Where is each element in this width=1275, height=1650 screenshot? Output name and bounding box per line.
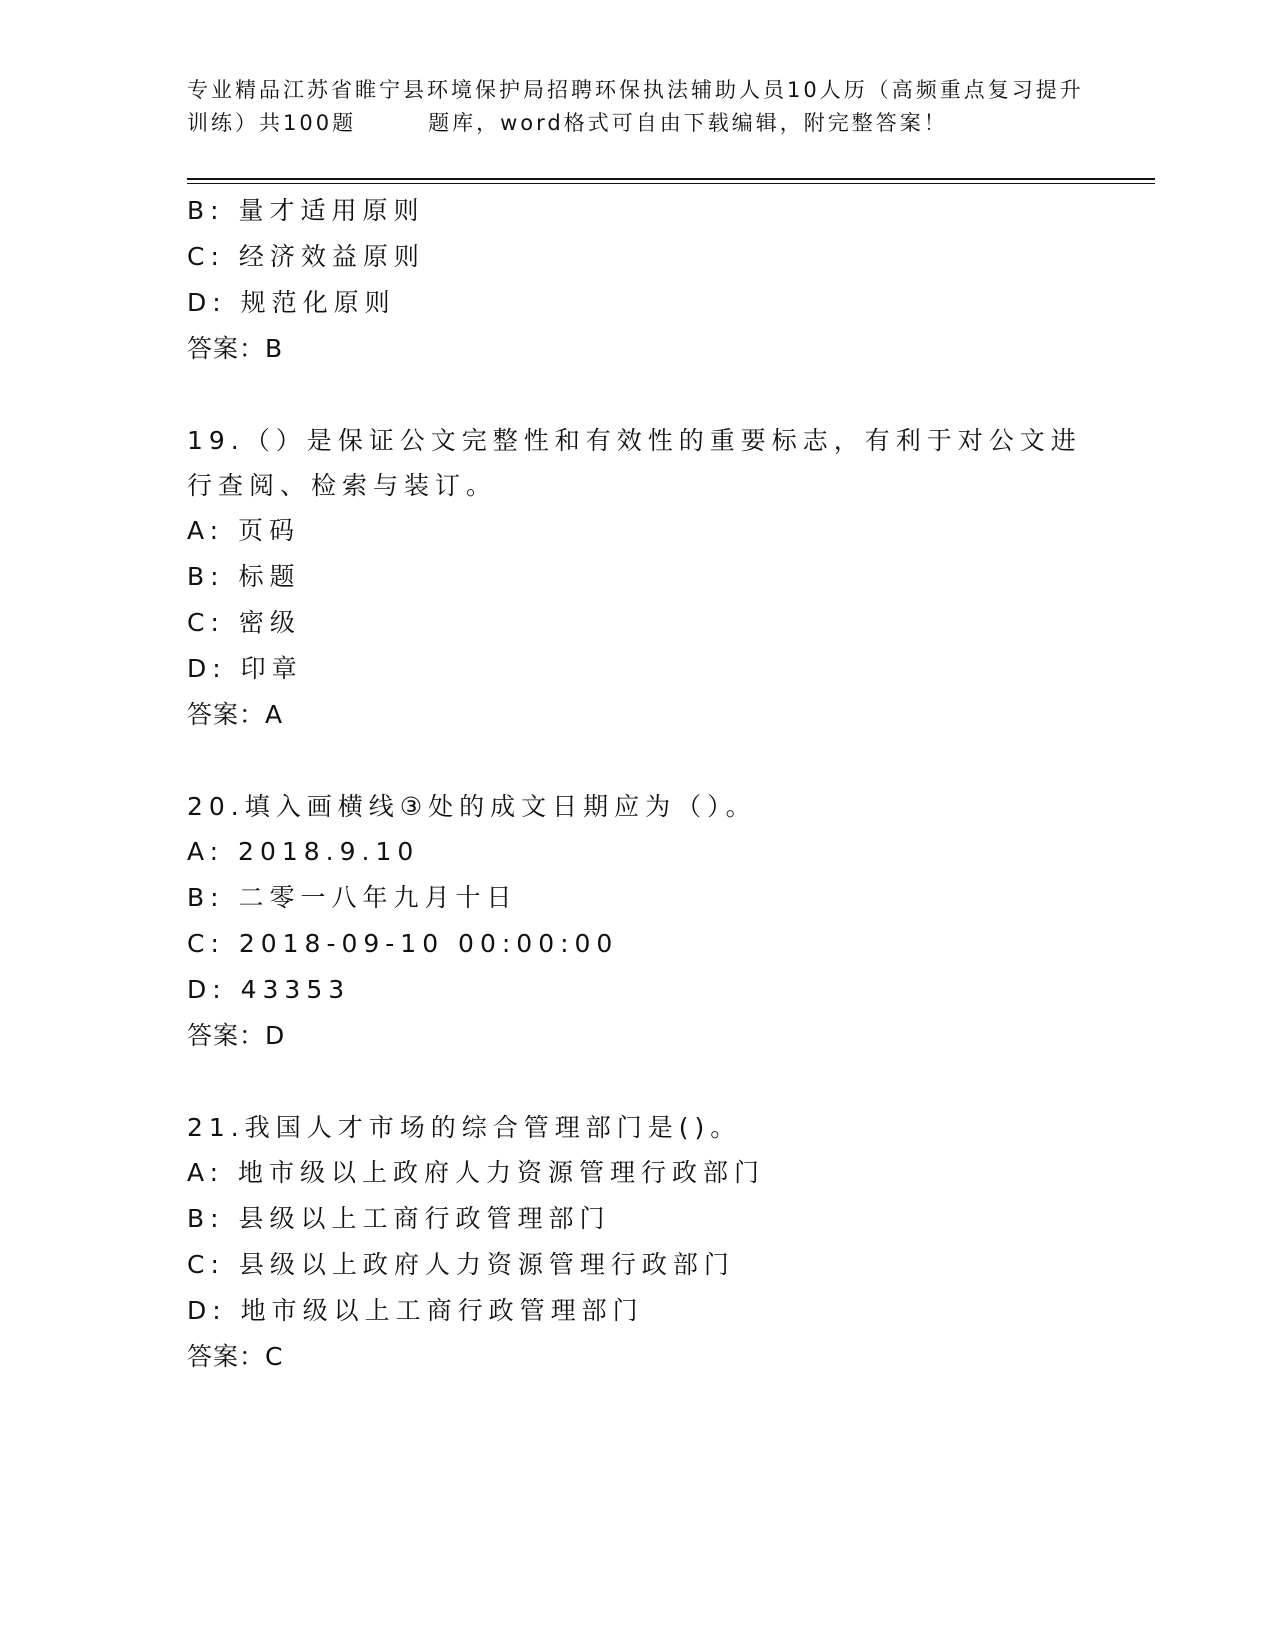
option-a: A: 地市级以上政府人力资源管理行政部门 xyxy=(187,1158,766,1187)
option-d: D: 43353 xyxy=(187,975,351,1004)
option-a: A: 2018.9.10 xyxy=(187,837,420,866)
question-20 xyxy=(187,784,1087,1059)
header-rule-thick xyxy=(187,178,1155,180)
option-b: B: 县级以上工商行政管理部门 xyxy=(187,1204,611,1233)
document-body xyxy=(187,188,1087,1380)
question-18-partial xyxy=(187,188,1087,372)
option-d: D: 规范化原则 xyxy=(187,288,396,317)
option-b: B: 量才适用原则 xyxy=(187,196,425,225)
answer: 答案：C xyxy=(187,1342,284,1371)
question-text: 20.填入画横线③处的成文日期应为（）。 xyxy=(187,792,757,821)
option-c: C: 密级 xyxy=(187,608,301,637)
question-21 xyxy=(187,1105,1087,1380)
option-c: C: 县级以上政府人力资源管理行政部门 xyxy=(187,1250,735,1279)
header-rule-thin xyxy=(187,183,1155,184)
question-text: 21.我国人才市场的综合管理部门是()。 xyxy=(187,1113,742,1142)
answer: 答案：B xyxy=(187,334,284,363)
answer: 答案：A xyxy=(187,700,284,729)
option-a: A: 页码 xyxy=(187,516,301,545)
option-c: C: 2018-09-10 00:00:00 xyxy=(187,929,619,958)
option-c: C: 经济效益原则 xyxy=(187,242,425,271)
answer: 答案：D xyxy=(187,1021,286,1050)
option-b: B: 标题 xyxy=(187,562,301,591)
question-19 xyxy=(187,418,1087,738)
document-header: 专业精品江苏省睢宁县环境保护局招聘环保执法辅助人员10人历（高频重点复习提升训练）共100题 题库，word格式可自由下载编辑，附完整答案！ xyxy=(187,78,1084,135)
option-d: D: 地市级以上工商行政管理部门 xyxy=(187,1296,644,1325)
option-d: D: 印章 xyxy=(187,654,303,683)
option-b: B: 二零一八年九月十日 xyxy=(187,883,518,912)
question-text: 19.（）是保证公文完整性和有效性的重要标志，有利于对公文进行查阅、检索与装订。 xyxy=(187,426,1082,500)
